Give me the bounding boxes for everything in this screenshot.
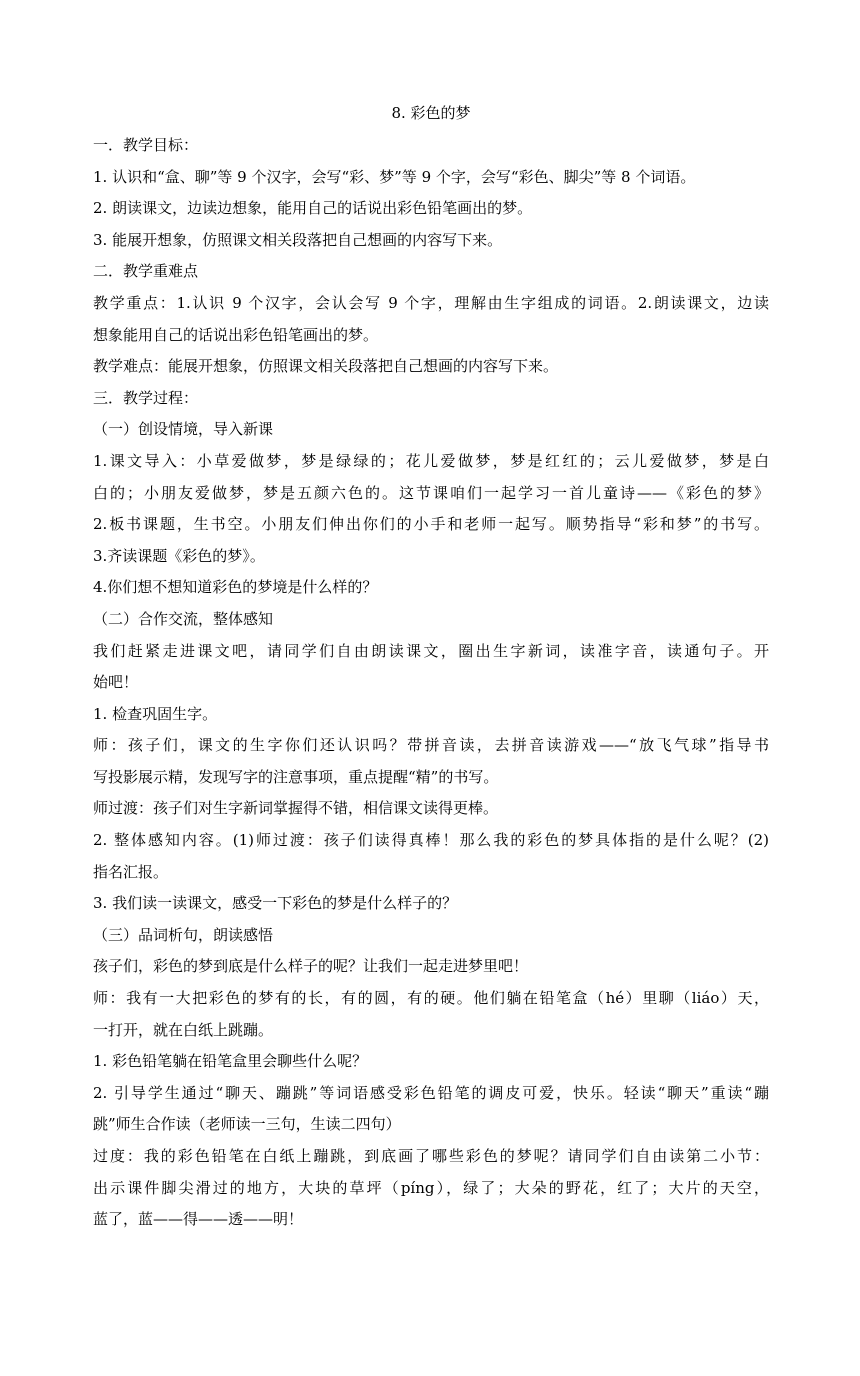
- paragraph-line: 我们赶紧走进课文吧，请同学们自由朗读课文，圈出生字新词，读准字音，读通句子。开: [93, 641, 769, 660]
- paragraph-line: 4.你们想不想知道彩色的梦境是什么样的？: [93, 578, 378, 597]
- paragraph-line: 3. 我们读一读课文，感受一下彩色的梦是什么样子的？: [93, 894, 458, 913]
- paragraph-line: 1. 检查巩固生字。: [93, 704, 218, 723]
- paragraph-line: 孩子们，彩色的梦到底是什么样子的呢？让我们一起走进梦里吧！: [93, 957, 529, 976]
- objective-3: 3. 能展开想象，仿照课文相关段落把自己想画的内容写下来。: [93, 230, 503, 249]
- paragraph-line: 白的；小朋友爱做梦，梦是五颜六色的。这节课咱们一起学习一首儿童诗——《彩色的梦》: [93, 483, 769, 502]
- document-title: 8. 彩色的梦: [391, 104, 471, 122]
- objective-2: 2. 朗读课文，边读边想象，能用自己的话说出彩色铅笔画出的梦。: [93, 199, 533, 218]
- paragraph-line: 2. 引导学生通过“聊天、蹦跳”等词语感受彩色铅笔的调皮可爱，快乐。轻读“聊天”重读“蹦: [93, 1083, 769, 1102]
- section-heading-objectives: 一．教学目标：: [93, 136, 199, 154]
- paragraph-line: 写投影展示精，发现写字的注意事项，重点提醒“精”的书写。: [93, 767, 499, 786]
- paragraph-line: 师过渡：孩子们对生字新词掌握得不错，相信课文读得更棒。: [93, 799, 499, 818]
- paragraph-line: 3.齐读课题《彩色的梦》。: [93, 546, 265, 565]
- paragraph-line: 蓝了，蓝——得——透——明！: [93, 1210, 304, 1229]
- section-heading-process: 三．教学过程：: [93, 388, 199, 407]
- paragraph-line: 1.课文导入：小草爱做梦，梦是绿绿的；花儿爱做梦，梦是红红的；云儿爱做梦，梦是白: [93, 451, 769, 470]
- subsection-heading-1: （一）创设情境，导入新课: [93, 420, 274, 439]
- document-body: [93, 130, 769, 1236]
- difficult-point: 教学难点：能展开想象，仿照课文相关段落把自己想画的内容写下来。: [93, 357, 559, 376]
- paragraph-line: 过度：我的彩色铅笔在白纸上蹦跳，到底画了哪些彩色的梦呢？请同学们自由读第二小节：: [93, 1147, 769, 1165]
- paragraph-line: 2.板书课题，生书空。小朋友们伸出你们的小手和老师一起写。顺势指导“彩和梦”的书写。: [93, 515, 769, 534]
- paragraph-line: 一打开，就在白纸上跳蹦。: [93, 1020, 274, 1039]
- paragraph-line: 2. 整体感知内容。(1)师过渡：孩子们读得真棒！那么我的彩色的梦具体指的是什么呢？(2): [93, 831, 769, 850]
- paragraph-line: 1. 彩色铅笔躺在铅笔盒里会聊些什么呢？: [93, 1052, 368, 1071]
- paragraph-line: 师：我有一大把彩色的梦有的长，有的圆，有的硬。他们躺在铅笔盒（hé）里聊（liáo）天，: [93, 989, 769, 1008]
- subsection-heading-2: （二）合作交流，整体感知: [93, 609, 274, 628]
- paragraph-line: 跳”师生合作读（老师读一三句，生读二四句）: [93, 1115, 401, 1134]
- document-page: [93, 97, 769, 1236]
- key-point-line-1: 教学重点：1.认识 9 个汉字，会认会写 9 个字，理解由生字组成的词语。2.朗读课文，边读: [93, 293, 769, 312]
- paragraph-line: 指名汇报。: [93, 862, 169, 881]
- key-point-line-2: 想象能用自己的话说出彩色铅笔画出的梦。: [93, 325, 379, 344]
- paragraph-line: 师：孩子们，课文的生字你们还认识吗？带拼音读，去拼音读游戏——“放飞气球”指导书: [93, 736, 769, 755]
- objective-1: 1. 认识和“盒、聊”等 9 个汉字，会写“彩、梦”等 9 个字，会写“彩色、脚尖”等 8 个词语。: [93, 167, 696, 186]
- section-heading-key-points: 二．教学重难点: [93, 262, 199, 281]
- paragraph-line: 始吧！: [93, 673, 139, 692]
- paragraph-line: 出示课件脚尖滑过的地方，大块的草坪（píng），绿了；大朵的野花，红了；大片的天空，: [93, 1178, 769, 1197]
- subsection-heading-3: （三）品词析句，朗读感悟: [93, 925, 274, 944]
